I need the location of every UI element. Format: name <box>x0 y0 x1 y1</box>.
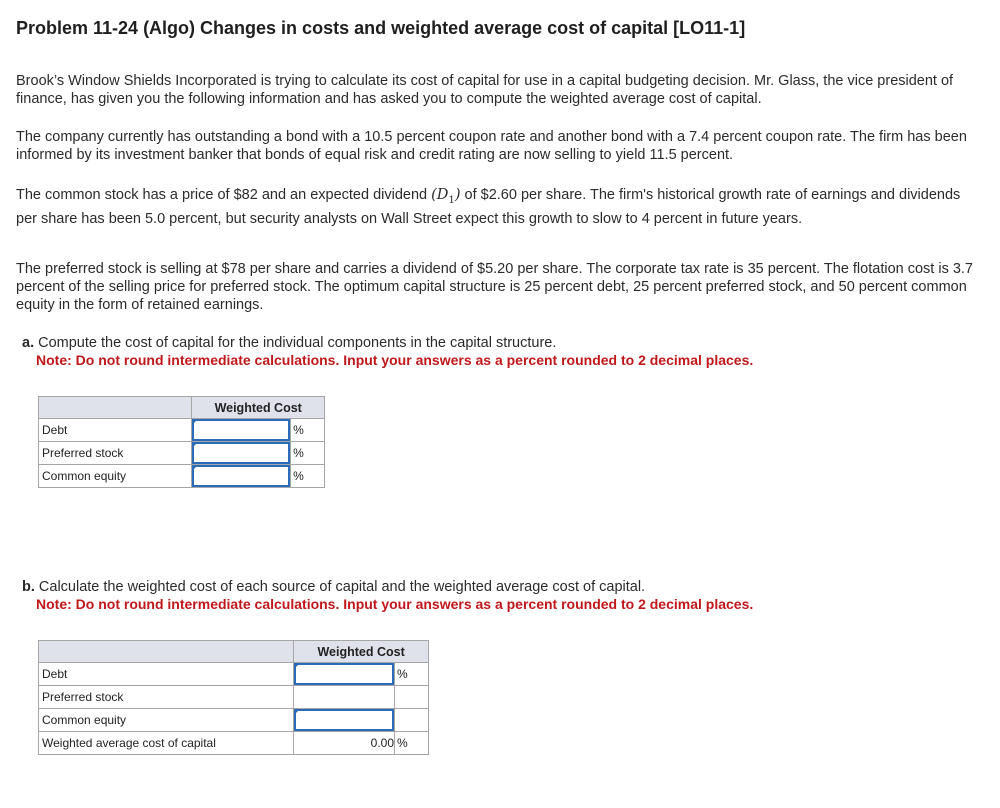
table-b-preferred-empty-cell <box>294 686 395 709</box>
table-row <box>39 465 325 488</box>
table-b-label-wacc: Weighted average cost of capital <box>39 732 294 755</box>
table-a-header: Weighted Cost <box>192 397 325 419</box>
paragraph-common-stock-text-2: of $2.60 per share. The firm's historical growth rate of earnings and dividends per share has been 5.0 percent, but security analysts on Wall Street expect this growth to slow to 4 percent in future years. <box>16 187 961 227</box>
debt-weighted-cost-input[interactable] <box>294 663 394 685</box>
percent-sign: % <box>291 465 325 488</box>
paragraph-common-stock <box>16 186 976 228</box>
table-a-header-row <box>39 397 325 419</box>
question-a <box>22 334 556 352</box>
table-a-label-debt: Debt <box>39 419 192 442</box>
table-row <box>39 442 325 465</box>
common-equity-cost-input[interactable] <box>192 465 290 487</box>
table-a-common-input-cell <box>192 465 291 488</box>
dividend-math-symbol: $(D_1)$ <box>431 187 461 206</box>
table-row <box>39 663 429 686</box>
table-row <box>39 732 429 755</box>
table-a-label-preferred-stock: Preferred stock <box>39 442 192 465</box>
percent-sign: % <box>291 442 325 465</box>
question-a-text: Compute the cost of capital for the individual components in the capital structure. <box>38 335 557 351</box>
table-a-preferred-input-cell <box>192 442 291 465</box>
table-a <box>38 396 325 488</box>
table-a-label-common-equity: Common equity <box>39 465 192 488</box>
question-a-letter: a. <box>22 335 35 351</box>
question-b <box>22 578 645 596</box>
paragraph-intro: Brook’s Window Shields Incorporated is trying to calculate its cost of capital for use in a capital budgeting decision. Mr. Glass, the vice president of finance, has given you the following information and has asked you to compute the weighted average cost of capital. <box>16 73 954 107</box>
problem-title: Problem 11-24 (Algo) Changes in costs and weighted average cost of capital [LO11-1] <box>16 18 746 38</box>
percent-sign: % <box>395 663 429 686</box>
table-row <box>39 419 325 442</box>
table-b-debt-input-cell <box>294 663 395 686</box>
table-b-label-debt: Debt <box>39 663 294 686</box>
preferred-stock-cost-input[interactable] <box>192 442 290 464</box>
wacc-value: 0.00 <box>294 732 395 755</box>
paragraph-common-stock-text-1: The common stock has a price of $82 and an expected dividend <box>16 187 428 203</box>
table-a-debt-input-cell <box>192 419 291 442</box>
table-row <box>39 686 429 709</box>
debt-cost-input[interactable] <box>192 419 290 441</box>
question-a-note: Note: Do not round intermediate calculations. Input your answers as a percent rounded to 2 decimal places. <box>36 352 754 368</box>
table-b-label-common-equity: Common equity <box>39 709 294 732</box>
paragraph-bonds: The company currently has outstanding a bond with a 10.5 percent coupon rate and another bond with a 7.4 percent coupon rate. The firm has been informed by its investment banker that bonds of equal risk and credit rating are now selling to yield 11.5 percent. <box>16 129 967 163</box>
table-b <box>38 640 429 755</box>
table-b-preferred-unit <box>395 686 429 709</box>
percent-sign: % <box>291 419 325 442</box>
table-b-header-row <box>39 641 429 663</box>
table-row <box>39 709 429 732</box>
table-a-header-blank <box>39 397 192 419</box>
table-b-label-preferred-stock: Preferred stock <box>39 686 294 709</box>
percent-sign: % <box>395 732 429 755</box>
table-b-header: Weighted Cost <box>294 641 429 663</box>
table-b-common-unit <box>395 709 429 732</box>
common-equity-weighted-cost-input[interactable] <box>294 709 394 731</box>
paragraph-preferred-stock: The preferred stock is selling at $78 per share and carries a dividend of $5.20 per share. The corporate tax rate is 35 percent. The flotation cost is 3.7 percent of the selling price for preferred stock. The optimum capital structure is 25 percent debt, 25 percent preferred stock, and 50 percent common equity in the form of retained earnings. <box>16 261 973 313</box>
question-b-text: Calculate the weighted cost of each source of capital and the weighted average cost of capital. <box>38 579 646 595</box>
table-b-common-input-cell <box>294 709 395 732</box>
table-b-header-blank <box>39 641 294 663</box>
question-b-note: Note: Do not round intermediate calculations. Input your answers as a percent rounded to 2 decimal places. <box>36 596 754 612</box>
question-b-letter: b. <box>22 579 35 595</box>
